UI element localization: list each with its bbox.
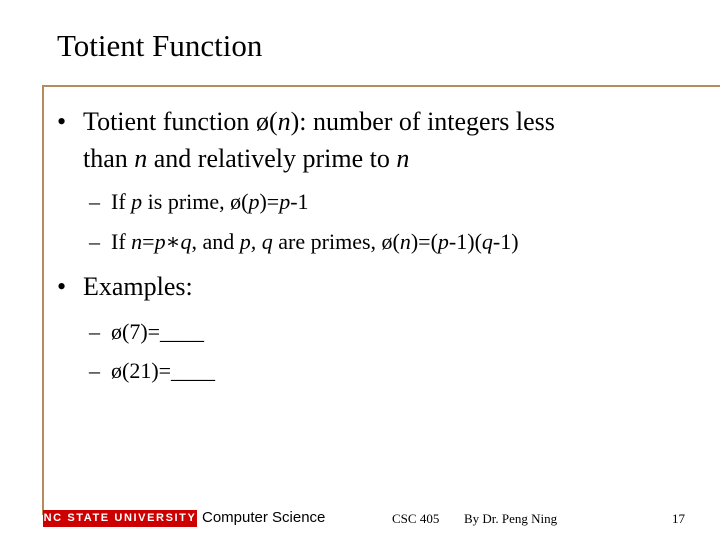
var-n: n bbox=[399, 229, 411, 254]
text: ): number of integers less bbox=[290, 107, 555, 136]
text: = bbox=[142, 229, 155, 254]
bullet-symbol: • bbox=[57, 107, 67, 136]
var-p: p bbox=[248, 189, 260, 214]
text: are primes, ø( bbox=[272, 229, 400, 254]
dash-symbol: – bbox=[89, 358, 100, 383]
text: Totient function bbox=[83, 107, 256, 136]
example-phi-7 bbox=[89, 317, 204, 347]
text: -1 bbox=[290, 189, 309, 214]
sub-bullet-prime bbox=[89, 187, 309, 217]
text: If bbox=[111, 229, 132, 254]
text: )= bbox=[259, 189, 280, 214]
footer-department: Computer Science bbox=[202, 509, 326, 526]
footer-author: By Dr. Peng Ning bbox=[464, 511, 558, 526]
var-p: p bbox=[279, 189, 291, 214]
bullet-examples bbox=[57, 269, 193, 305]
var-n: n bbox=[396, 144, 410, 173]
page-number: 17 bbox=[672, 511, 685, 526]
text: -1)( bbox=[448, 229, 482, 254]
dash-symbol: – bbox=[89, 189, 100, 214]
var-p: p bbox=[437, 229, 449, 254]
var-p: p bbox=[131, 189, 143, 214]
text: ø( bbox=[255, 107, 278, 136]
dash-symbol: – bbox=[89, 319, 100, 344]
left-border bbox=[42, 85, 44, 515]
bullet-symbol: • bbox=[57, 272, 67, 301]
var-p: p bbox=[154, 229, 166, 254]
text: Examples: bbox=[83, 272, 193, 301]
sub-bullet-product bbox=[89, 227, 519, 257]
dash-symbol: – bbox=[89, 229, 100, 254]
footer-course: CSC 405 bbox=[392, 511, 440, 526]
text: ø(7)=____ bbox=[111, 319, 205, 344]
text: ø(21)=____ bbox=[111, 358, 216, 383]
var-n: n bbox=[131, 229, 143, 254]
text: -1) bbox=[492, 229, 519, 254]
star-symbol: ∗ bbox=[165, 229, 181, 254]
slide-title: Totient Function bbox=[57, 28, 263, 63]
nc-state-logo: NC STATE UNIVERSITY bbox=[43, 510, 197, 527]
text: and relatively prime to bbox=[147, 144, 397, 173]
var-q: q bbox=[180, 229, 192, 254]
text: If bbox=[111, 189, 132, 214]
bullet-totient-definition bbox=[57, 104, 555, 140]
text: than bbox=[83, 144, 135, 173]
var-q: q bbox=[481, 229, 493, 254]
var-n: n bbox=[277, 107, 291, 136]
text: , and bbox=[191, 229, 240, 254]
example-phi-21 bbox=[89, 356, 215, 386]
bullet-totient-definition-cont bbox=[83, 141, 409, 177]
var-pq: p, q bbox=[239, 229, 273, 254]
var-n: n bbox=[134, 144, 148, 173]
title-divider bbox=[42, 85, 720, 87]
text: is prime, ø( bbox=[142, 189, 249, 214]
text: )=( bbox=[410, 229, 438, 254]
